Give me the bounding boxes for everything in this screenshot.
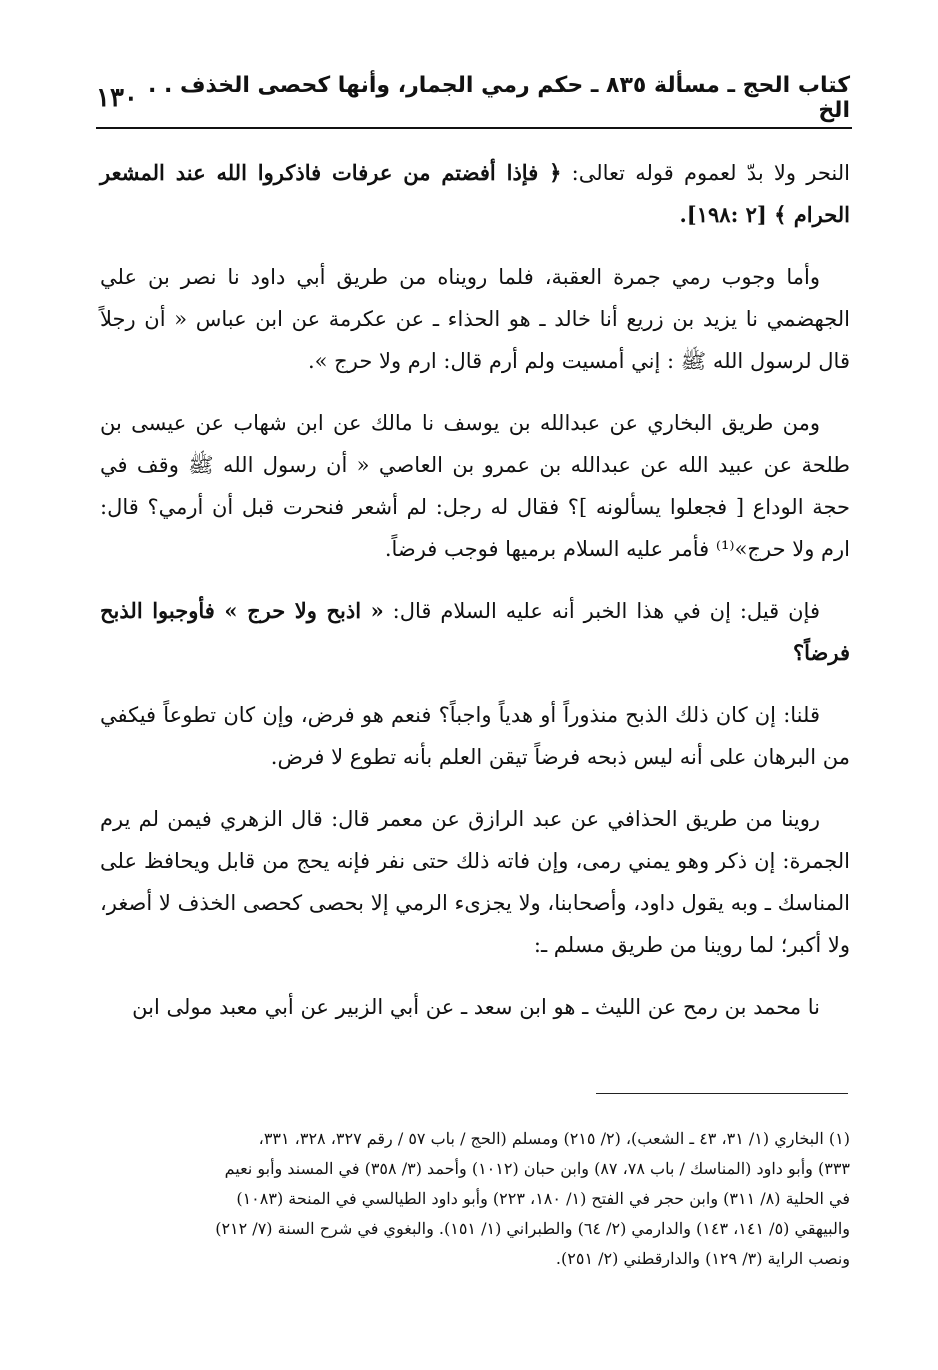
main-text [100, 152, 850, 1048]
paragraph-zuhri-opinion: روينا من طريق الحذافي عن عبد الرازق عن معمر قال: قال الزهري فيمن لم يرم الجمرة: إن ذكر وهو يمني رمى، وإن فاته ذلك حتى نفر فإنه يحج من قابل ويحافظ على المناسك ـ وبه يقول داود، وأصحابنا، ولا يجزىء الرمي إلا بحصى كحصى الخذف لا أصغر، ولا أكبر؛ لما روينا من طريق مسلم ـ: [100, 807, 850, 957]
footnote-line: ونصب الراية (٣/ ١٢٩) والدارقطني (٢/ ٢٥١). [555, 1249, 850, 1268]
footnote-line: والبيهقي (٥/ ١٤١، ١٤٣) والدارمي (٢/ ٦٤) والطبراني (١/ ١٥١). والبغوي في شرح السنة (٧/ ٢١٢) [215, 1219, 850, 1238]
paragraph-muslim-chain: نا محمد بن رمح عن الليث ـ هو ابن سعد ـ عن أبي الزبير عن أبي معبد مولى ابن [132, 995, 820, 1019]
objection-quote: « اذبح ولا حرج » فأوجبوا الذبح فرضاً؟ [100, 598, 850, 665]
paragraph-bukhari-narration: ومن طريق البخاري عن عبدالله بن يوسف نا مالك عن ابن شهاب عن عيسى بن طلحة عن عبيد الله عن عبدالله بن عمرو بن العاصي « أن رسول الله ﷺ وقف في حجة الوداع [ فجعلوا يسألونه ]؟ فقال له رجل: لم أشعر فنحرت قبل أن أرمي؟ قال: ارم ولا حرج»⁽¹⁾ فأمر عليه السلام برميها فوجب فرضاً. [100, 411, 850, 561]
header-rule [96, 127, 852, 129]
quran-verse: ﴿ فإذا أفضتم من عرفات فاذكروا الله عند المشعر الحرام ﴾ [٢ :١٩٨]. [100, 160, 850, 227]
paragraph-reply: قلنا: إن كان ذلك الذبح منذوراً أو هدياً واجباً؟ فنعم هو فرض، وإن كان تطوعاً فيكفي من البرهان على أنه ليس ذبحه فرضاً تيقن العلم بأنه تطوع لا فرض. [100, 703, 850, 769]
footnote-separator [596, 1093, 848, 1094]
paragraph-lead: فإن قيل: إن في هذا الخبر أنه عليه السلام قال: [383, 599, 820, 623]
paragraph-quran-verse [100, 152, 850, 236]
footnotes [100, 1124, 850, 1274]
page-header [96, 73, 850, 123]
footnote-line: في الحلية (٨/ ٣١١) وابن حجر في الفتح (١/ ١٨٠، ٢٢٣) وأبو داود الطيالسي في المنحة (١٠٨٣) [236, 1189, 850, 1208]
footnote-line: ٣٣٣) وأبو داود (المناسك / باب ٧٨، ٨٧) وابن حبان (١٠١٢) وأحمد (٣/ ٣٥٨) في المسند وأبو نعيم [224, 1159, 850, 1178]
paragraph-lead: النحر ولا بدّ لعموم قوله تعالى: [561, 161, 850, 185]
footnote-line: (١) البخاري (١/ ٣١، ٤٣ ـ الشعب)، (٢/ ٢١٥) ومسلم (الحج / باب ٥٧ / رقم ٣٢٧، ٣٢٨، ٣٣١، [258, 1129, 850, 1148]
page-number: ١٣٠ [96, 83, 138, 113]
running-title: كتاب الحج ـ مسألة ٨٣٥ ـ حكم رمي الجمار، وأنها كحصى الخذف . . الخ [147, 73, 850, 123]
paragraph-abu-dawud-narration: وأما وجوب رمي جمرة العقبة، فلما رويناه من طريق أبي داود نا نصر بن علي الجهضمي نا يزيد بن زريع أنا خالد ـ هو الحذاء ـ عن عكرمة عن ابن عباس « أن رجلاً قال لرسول الله ﷺ : إني أمسيت ولم أرم قال: ارم ولا حرج ». [100, 265, 850, 373]
paragraph-objection [100, 590, 850, 674]
